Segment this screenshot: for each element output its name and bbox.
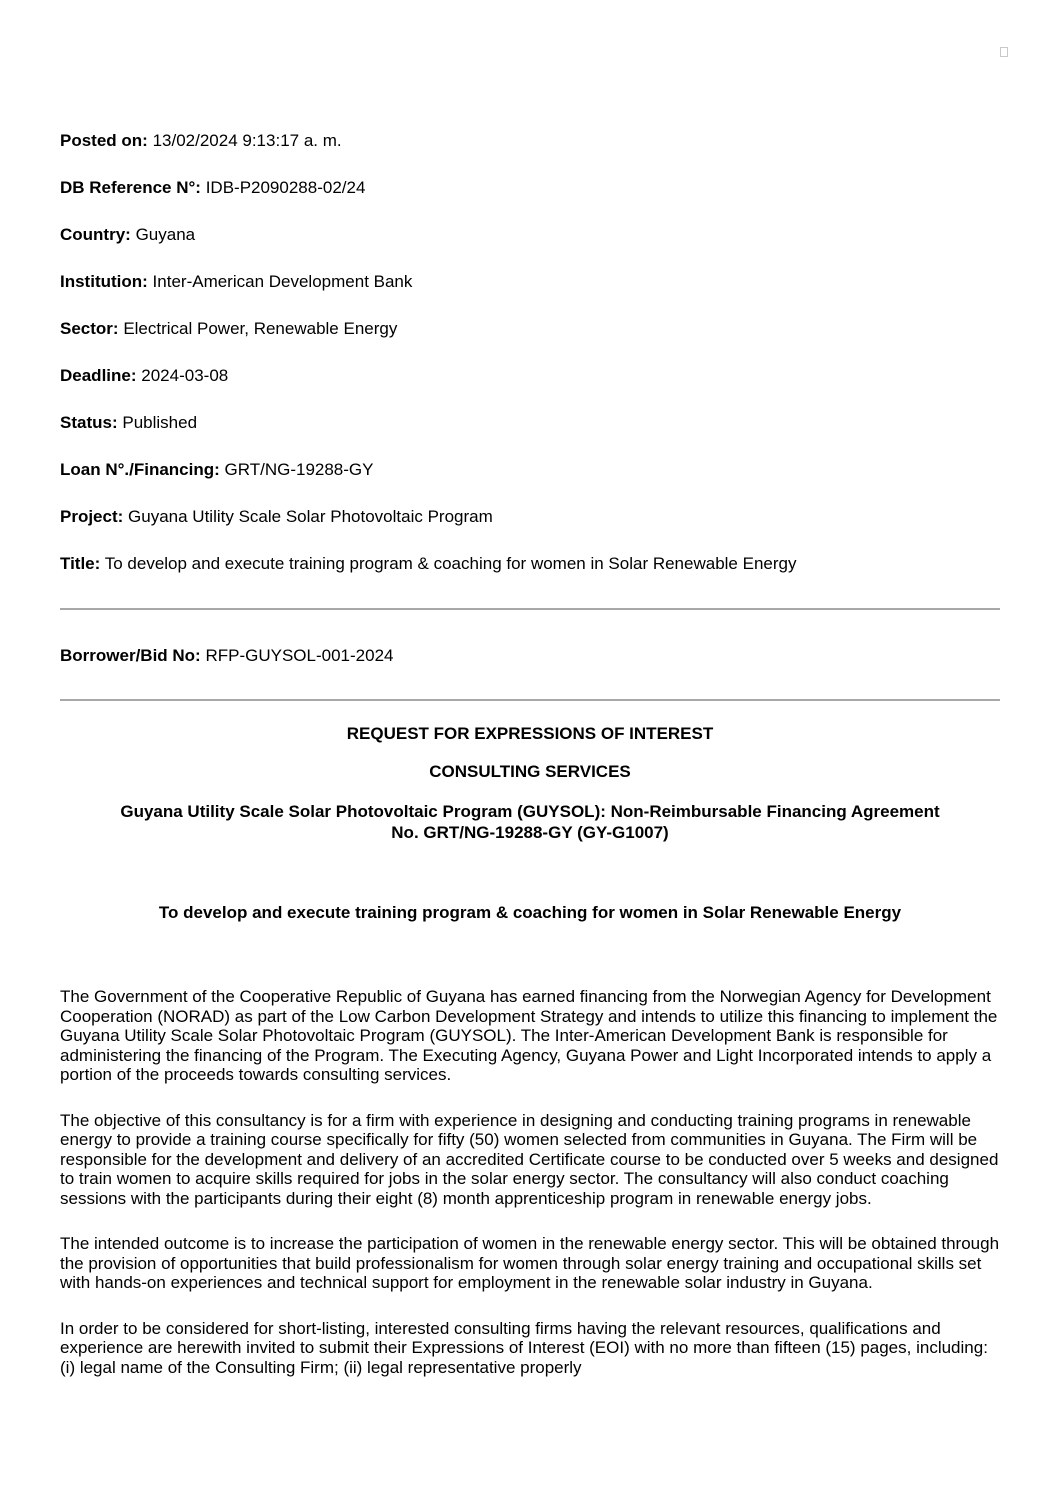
field-value: Inter-American Development Bank bbox=[152, 272, 413, 291]
field-label: Project: bbox=[60, 507, 124, 526]
field-label: Sector: bbox=[60, 319, 119, 338]
heading-assignment-title: To develop and execute training program & coaching for women in Solar Renewable Energy bbox=[158, 903, 902, 922]
paragraph-outcome: The intended outcome is to increase the participation of women in the renewable energy sector. This will be obtained through the provision of opportunities that build professionalism for women through solar energy training and occupational skills set with hands-on experiences and technical support for employment in the renewable solar industry in Guyana. bbox=[60, 1234, 1000, 1292]
field-label: Posted on: bbox=[60, 131, 148, 150]
field-value: 2024-03-08 bbox=[141, 366, 229, 385]
field-project bbox=[60, 507, 1000, 527]
field-value: Guyana Utility Scale Solar Photovoltaic Program bbox=[128, 507, 493, 526]
field-value: RFP-GUYSOL-001-2024 bbox=[205, 646, 394, 665]
paragraph-financing: The Government of the Cooperative Republic of Guyana has earned financing from the Norwegian Agency for Development Cooperation (NORAD) as part of the Low Carbon Development Strategy and intends to utilize this financing to implement the Guyana Utility Scale Solar Photovoltaic Program (GUYSOL). The Inter-American Development Bank is responsible for administering the financing of the Program. The Executing Agency, Guyana Power and Light Incorporated intends to apply a portion of the proceeds towards consulting services. bbox=[60, 987, 998, 1084]
field-institution bbox=[60, 272, 1000, 292]
divider bbox=[60, 608, 1000, 610]
field-posted-on bbox=[60, 131, 1000, 151]
field-country bbox=[60, 225, 1000, 245]
field-title bbox=[60, 554, 1000, 574]
field-label: Deadline: bbox=[60, 366, 137, 385]
field-label: Loan N°./Financing: bbox=[60, 460, 220, 479]
field-label: Country: bbox=[60, 225, 131, 244]
field-value: IDB-P2090288-02/24 bbox=[205, 178, 366, 197]
field-deadline bbox=[60, 366, 1000, 386]
field-label: Institution: bbox=[60, 272, 148, 291]
field-sector bbox=[60, 319, 1000, 339]
field-db-reference bbox=[60, 178, 1000, 198]
heading-consulting-services: CONSULTING SERVICES bbox=[429, 762, 631, 781]
field-loan-financing bbox=[60, 460, 1000, 480]
missing-glyph-artifact bbox=[1000, 47, 1008, 57]
paragraph-shortlisting: In order to be considered for short-listing, interested consulting firms having the relevant resources, qualifications and experience are herewith invited to submit their Expressions of Interest (EOI) with no more than fifteen (15) pages, including: (i) legal name of the Consulting Firm; (ii) legal representative properly bbox=[60, 1318, 988, 1377]
field-label: Borrower/Bid No: bbox=[60, 646, 201, 665]
field-value: GRT/NG-19288-GY bbox=[224, 460, 374, 479]
heading-request-eoi: REQUEST FOR EXPRESSIONS OF INTEREST bbox=[346, 724, 714, 743]
field-value: Guyana bbox=[135, 225, 196, 244]
heading-program-title: Guyana Utility Scale Solar Photovoltaic Program (GUYSOL): Non-Reimbursable Financing Agreement No. GRT/NG-19288-GY (GY-G1007) bbox=[120, 802, 940, 842]
field-label: Title: bbox=[60, 554, 101, 573]
field-status bbox=[60, 413, 1000, 433]
divider bbox=[60, 699, 1000, 701]
field-label: DB Reference N°: bbox=[60, 178, 201, 197]
field-value: Electrical Power, Renewable Energy bbox=[123, 319, 398, 338]
field-value: To develop and execute training program & coaching for women in Solar Renewable Energy bbox=[104, 554, 797, 573]
field-value: 13/02/2024 9:13:17 a. m. bbox=[152, 131, 342, 150]
field-value: Published bbox=[122, 413, 198, 432]
field-label: Status: bbox=[60, 413, 118, 432]
field-borrower-bid-no bbox=[60, 646, 1000, 666]
paragraph-objective: The objective of this consultancy is for a firm with experience in designing and conducting training programs in renewable energy to provide a training course specifically for fifty (50) women selected from communities in Guyana. The Firm will be responsible for the development and delivery of an accredited Certificate course to be conducted over 5 weeks and designed to train women to acquire skills required for jobs in the solar energy sector. The consultancy will also conduct coaching sessions with the participants during their eight (8) month apprenticeship program in renewable energy jobs. bbox=[60, 1110, 999, 1208]
